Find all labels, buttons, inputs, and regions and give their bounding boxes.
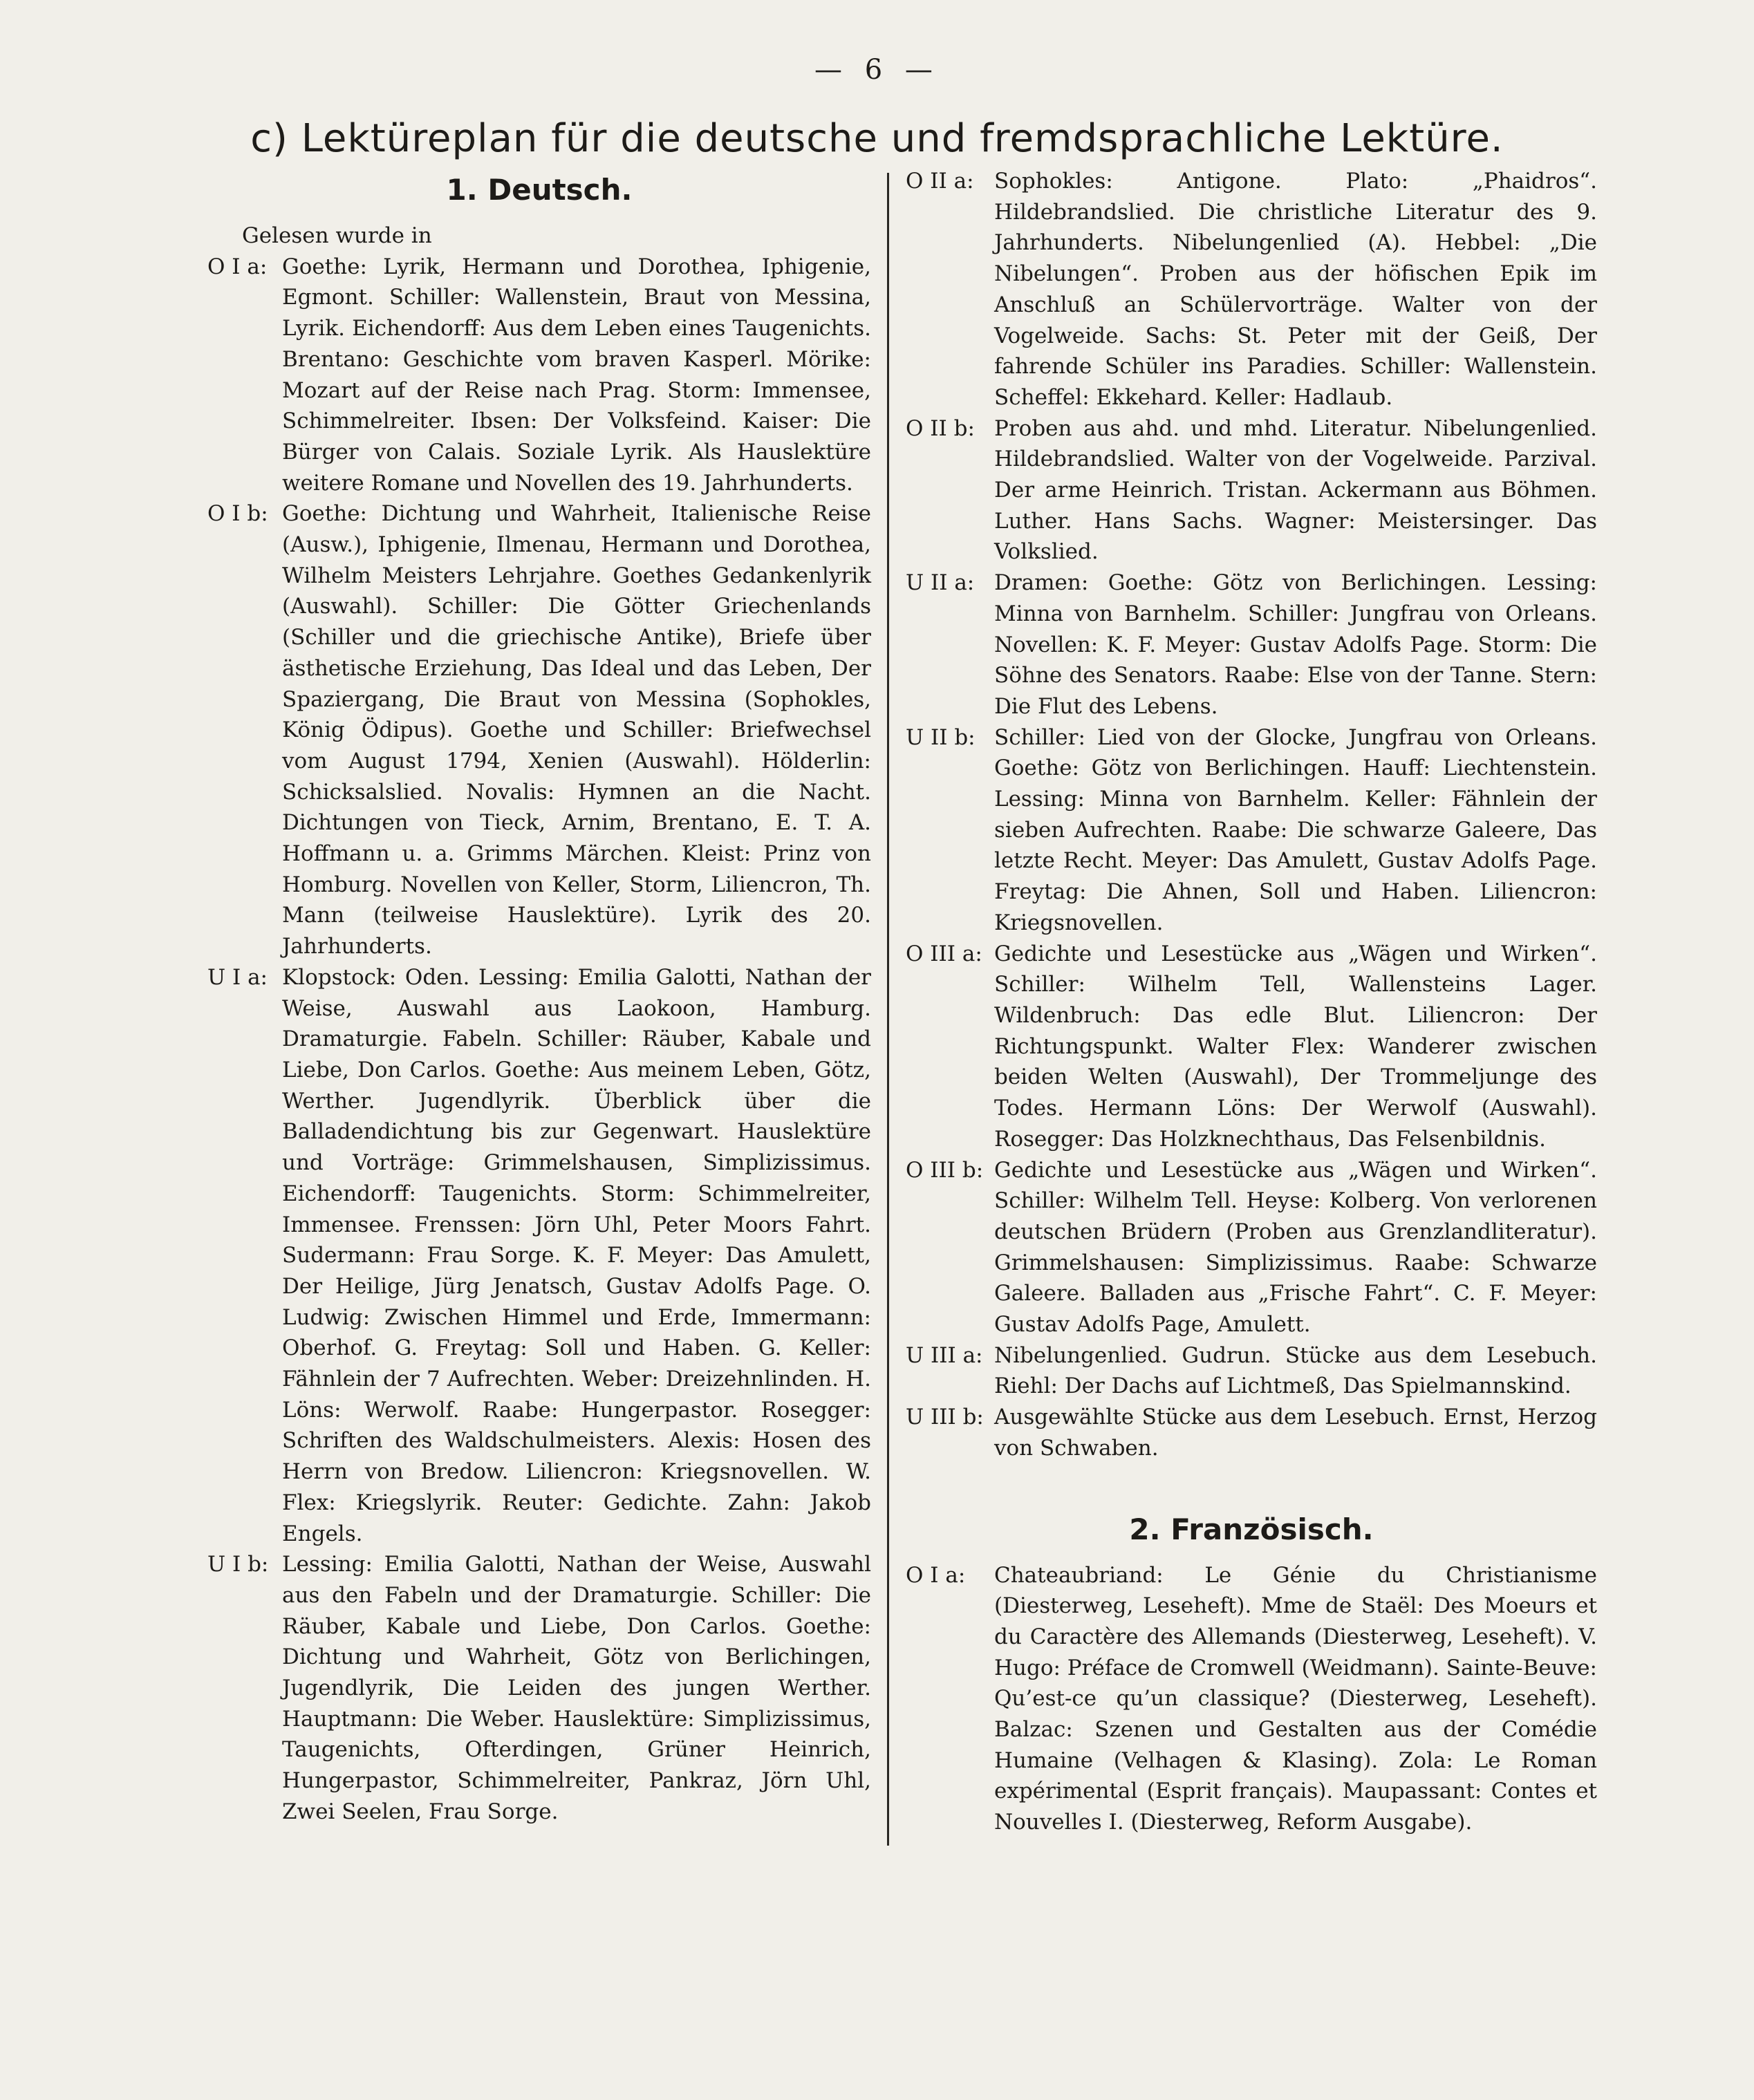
entry-uiiia xyxy=(906,1340,1597,1402)
reading-list: Lessing: Emilia Galotti, Nathan der Weise, Auswahl aus den Fabeln und der Dramaturgie. Schiller: Die Räuber, Kabale und Liebe, Don Carlos. Goethe: Dichtung und Wahrheit, Götz von Berlichingen, Jugendlyrik, Die Leiden des jungen Werther. Hauptmann: Die Weber. Hauslektüre: Simplizissimus, Taugenichts, Ofterdingen, Grüner Heinrich, Hungerpastor, Schimmelreiter, Pankraz, Jörn Uhl, Zwei Seelen, Frau Sorge. xyxy=(282,1552,871,1824)
reading-list: Goethe: Dichtung und Wahrheit, Italienische Reise (Ausw.), Iphigenie, Ilmenau, Hermann und Dorothea, Wilhelm Meisters Lehrjahre. Goethes Gedankenlyrik (Auswahl). Schiller: Die Götter Griechenlands (Schiller und die griechische Antike), Briefe über ästhetische Erziehung, Das Ideal und das Leben, Der Spaziergang, Die Braut von Messina (Sophokles, König Ödipus). Goethe und Schiller: Briefwechsel vom August 1794, Xenien (Auswahl). Hölderlin: Schicksalslied. Novalis: Hymnen an die Nacht. Dichtungen von Tieck, Arnim, Brentano, E. T. A. Hoffmann u. a. Grimms Märchen. Kleist: Prinz von Homburg. Novellen von Keller, Storm, Liliencron, Th. Mann (teilweise Hauslektüre). Lyrik des 20. Jahrhunderts. xyxy=(282,501,871,959)
left-column xyxy=(207,166,871,1828)
reading-list: Dramen: Goethe: Götz von Berlichingen. Lessing: Minna von Barnhelm. Schiller: Jungfrau von Orleans. Novellen: K. F. Meyer: Gustav Adolfs Page. Storm: Die Söhne des Senators. Raabe: Else von der Tanne. Stern: Die Flut des Lebens. xyxy=(994,570,1597,719)
class-label: U III b: xyxy=(906,1405,984,1430)
reading-list: Klopstock: Oden. Lessing: Emilia Galotti, Nathan der Weise, Auswahl aus Laokoon, Hamburg. Dramaturgie. Fabeln. Schiller: Räuber, Kabale und Liebe, Don Carlos. Goethe: Aus meinem Leben, Götz, Werther. Jugendlyrik. Überblick über die Balladendichtung bis zur Gegenwart. Hauslektüre und Vorträge: Grimmelshausen, Simplizissimus. Eichendorff: Taugenichts. Storm: Schimmelreiter, Immensee. Frenssen: Jörn Uhl, Peter Moors Fahrt. Sudermann: Frau Sorge. K. F. Meyer: Das Amulett, Der Heilige, Jürg Jenatsch, Gustav Adolfs Page. O. Ludwig: Zwischen Himmel und Erde, Immermann: Oberhof. G. Freytag: Soll und Haben. G. Keller: Fähnlein der 7 Aufrechten. Weber: Dreizehnlinden. H. Löns: Werwolf. Raabe: Hungerpastor. Rosegger: Schriften des Waldschulmeisters. Alexis: Hosen des Herrn von Bredow. Liliencron: Kriegsnovellen. W. Flex: Kriegslyrik. Reuter: Gedichte. Zahn: Jakob Engels. xyxy=(282,964,871,1546)
reading-list: Gedichte und Lesestücke aus „Wägen und Wirken“. Schiller: Wilhelm Tell, Wallensteins Lager. Wildenbruch: Das edle Blut. Liliencron: Der Richtungspunkt. Walter Flex: Wanderer zwischen beiden Welten (Auswahl), Der Trommeljunge des Todes. Hermann Löns: Der Werwolf (Auswahl). Rosegger: Das Holzknechthaus, Das Felsenbildnis. xyxy=(994,941,1597,1152)
reading-list: Gedichte und Lesestücke aus „Wägen und Wirken“. Schiller: Wilhelm Tell. Heyse: Kolberg. Von verlorenen deutschen Brüdern (Proben aus Grenzlandliteratur). Grimmelshausen: Simplizissimus. Raabe: Schwarze Galeere. Balladen aus „Frische Fahrt“. C. F. Meyer: Gustav Adolfs Page, Amulett. xyxy=(994,1157,1597,1338)
reading-list: Proben aus ahd. und mhd. Literatur. Nibelungenlied. Hildebrandslied. Walter von der Vogelweide. Parzival. Der arme Heinrich. Tristan. Ackermann aus Böhmen. Luther. Hans Sachs. Wagner: Meistersinger. Das Volkslied. xyxy=(994,415,1597,565)
reading-list: Ausgewählte Stücke aus dem Lesebuch. Ernst, Herzog von Schwaben. xyxy=(994,1405,1597,1461)
reading-list: Schiller: Lied von der Glocke, Jungfrau von Orleans. Goethe: Götz von Berlichingen. Hauff: Liechtenstein. Lessing: Minna von Barnhelm. Keller: Fähnlein der sieben Aufrechten. Raabe: Die schwarze Galeere, Das letzte Recht. Meyer: Das Amulett, Gustav Adolfs Page. Freytag: Die Ahnen, Soll und Haben. Liliencron: Kriegsnovellen. xyxy=(994,724,1597,935)
entry-oia xyxy=(207,252,871,499)
class-label: U II b: xyxy=(906,724,976,750)
class-label: O III b: xyxy=(906,1157,984,1183)
reading-list: Goethe: Lyrik, Hermann und Dorothea, Iphigenie, Egmont. Schiller: Wallenstein, Braut von Messina, Lyrik. Eichendorff: Aus dem Leben eines Taugenichts. Brentano: Geschichte vom braven Kasperl. Mörike: Mozart auf der Reise nach Prag. Storm: Immensee, Schimmelreiter. Ibsen: Der Volksfeind. Kaiser: Die Bürger von Calais. Soziale Lyrik. Als Hauslektüre weitere Romane und Novellen des 19. Jahrhunderts. xyxy=(282,254,871,496)
section-heading-franzoesisch: 2. Französisch. xyxy=(1129,1512,1374,1546)
entry-uiib xyxy=(906,722,1597,939)
entry-fr-oia xyxy=(906,1560,1597,1838)
class-label: O II b: xyxy=(906,415,975,441)
reading-list: Sophokles: Antigone. Plato: „Phaidros“. Hildebrandslied. Die christliche Literatur des 9. Jahrhunderts. Nibelungenlied (A). Hebbel: „Die Nibelungen“. Proben aus der höfischen Epik im Anschluß an Schülervorträge. Walter von der Vogelweide. Sachs: St. Peter mit der Geiß, Der fahrende Schüler ins Paradies. Schiller: Wallenstein. Scheffel: Ekkehard. Keller: Hadlaub. xyxy=(994,169,1597,410)
entry-uib xyxy=(207,1549,871,1827)
entry-oiib xyxy=(906,413,1597,568)
right-column xyxy=(906,166,1597,1838)
page-title: c) Lektüreplan für die deutsche und fremdsprachliche Lektüre. xyxy=(250,116,1504,161)
reading-list: Chateaubriand: Le Génie du Christianisme (Diesterweg, Leseheft). Mme de Staël: Des Moeurs et du Caractère des Allemands (Diesterweg, Leseheft). V. Hugo: Préface de Cromwell (Weidmann). Sainte-Beuve: Qu’est-ce qu’un classique? (Diesterweg, Leseheft). Balzac: Szenen und Gestalten aus der Comédie Humaine (Velhagen & Klasing). Zola: Le Roman expérimental (Esprit français). Maupassant: Contes et Nouvelles I. (Diesterweg, Reform Ausgabe). xyxy=(994,1562,1597,1835)
intro-text: Gelesen wurde in xyxy=(242,223,432,248)
entry-uiia xyxy=(906,568,1597,722)
class-label: O I a: xyxy=(906,1562,966,1588)
page-number: — 6 — xyxy=(814,54,940,86)
reading-list: Nibelungenlied. Gudrun. Stücke aus dem Lesebuch. Riehl: Der Dachs auf Lichtmeß, Das Spielmannskind. xyxy=(994,1342,1597,1399)
class-label: U II a: xyxy=(906,570,975,596)
entry-oiia xyxy=(906,166,1597,413)
entry-oiiib xyxy=(906,1155,1597,1340)
class-label: U III a: xyxy=(906,1342,983,1368)
column-divider xyxy=(887,173,889,1846)
class-label: U I a: xyxy=(207,964,268,990)
section-heading-deutsch: 1. Deutsch. xyxy=(446,173,633,207)
entry-uiiib xyxy=(906,1402,1597,1463)
entry-uia xyxy=(207,962,871,1549)
class-label: O II a: xyxy=(906,169,974,194)
class-label: O I b: xyxy=(207,501,268,527)
section-spacer xyxy=(906,1464,1597,1506)
class-label: U I b: xyxy=(207,1552,269,1577)
class-label: O I a: xyxy=(207,254,268,279)
entry-oiiia xyxy=(906,939,1597,1155)
entry-oib xyxy=(207,498,871,962)
class-label: O III a: xyxy=(906,941,982,966)
